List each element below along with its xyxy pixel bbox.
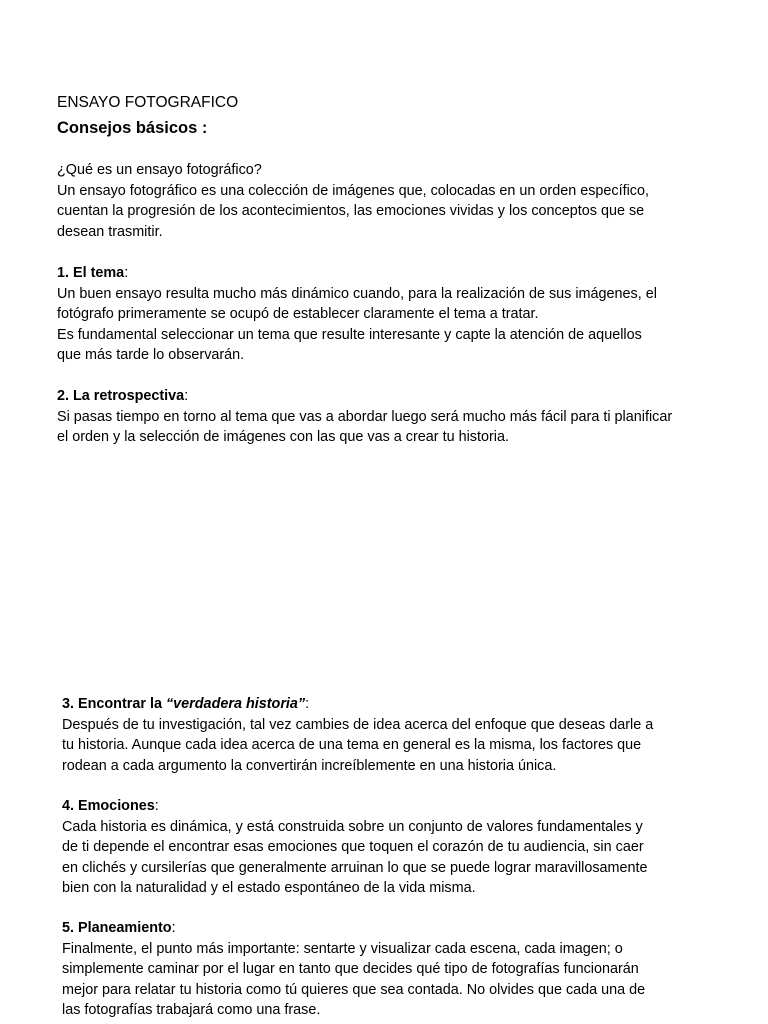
intro-block [57,160,649,242]
heading-text: 5. Planeamiento [62,920,172,936]
section-line: simplemente caminar por el lugar en tanto que decides qué tipo de fotografías funcionarán [62,961,639,978]
section-line: tu historia. Aunque cada idea acerca de una tema en general es la misma, los factores que [62,737,642,754]
section-line: fotógrafo primeramente se ocupó de establecer claramente el tema a tratar. [57,306,539,323]
definition-line: Un ensayo fotográfico es una colección de imágenes que, colocadas en un orden específico, [57,182,649,199]
heading-colon: : [171,920,176,936]
section-line: Un buen ensayo resulta mucho más dinámico cuando, para la realización de sus imágenes, el [57,285,657,302]
section-el-tema [57,263,657,366]
document-subtitle: Consejos básicos : [57,119,208,137]
section-verdadera-historia [62,694,653,776]
section-line: bien con la naturalidad y el estado espontáneo de la vida misma. [62,880,476,897]
section-line: Si pasas tiempo en torno al tema que vas a abordar luego será mucho más fácil para ti planificar [57,408,673,425]
section-heading [62,796,648,817]
section-line: Después de tu investigación, tal vez cambies de idea acerca del enfoque que deseas darle a [62,716,654,733]
heading-text: 1. El tema [57,265,125,281]
section-heading [62,918,645,939]
heading-colon: : [154,798,159,814]
section-heading [57,263,657,284]
heading-colon: : [305,696,310,712]
heading-emphasis: “verdadera historia” [165,696,306,712]
section-line: rodean a cada argumento la convertirán increíblemente en una historia única. [62,757,557,774]
section-heading [62,694,653,715]
section-planeamiento [62,918,645,1021]
section-line: Es fundamental seleccionar un tema que resulte interesante y capte la atención de aquellos [57,326,642,343]
heading-text: 2. La retrospectiva [57,388,185,404]
heading-text: 4. Emociones [62,798,155,814]
heading-colon: : [124,265,129,281]
section-line: el orden y la selección de imágenes con las que vas a crear tu historia. [57,429,509,446]
section-line: las fotografías trabajará como una frase. [62,1002,321,1019]
section-line: mejor para relatar tu historia como tú quieres que sea contada. No olvides que cada una de [62,981,646,998]
section-retrospectiva [57,386,672,448]
section-line: Finalmente, el punto más importante: sentarte y visualizar cada escena, cada imagen; o [62,940,623,957]
section-line: Cada historia es dinámica, y está construida sobre un conjunto de valores fundamentales y [62,818,643,835]
section-line: de ti depende el encontrar esas emociones que toquen el corazón de tu audiencia, sin caer [62,839,644,856]
intro-question: ¿Qué es un ensayo fotográfico? [57,162,262,178]
section-line: en clichés y cursilerías que generalmente arruinan lo que se puede lograr maravillosamente [62,859,648,876]
definition-line: cuentan la progresión de los acontecimientos, las emociones vividas y los conceptos que se [57,203,645,220]
section-heading [57,386,672,407]
section-line: que más tarde lo observarán. [57,347,245,364]
heading-colon: : [184,388,189,404]
heading-text: 3. Encontrar la [62,696,166,712]
definition-line: desean trasmitir. [57,223,163,240]
document-title: ENSAYO FOTOGRAFICO [57,94,239,111]
section-emociones [62,796,648,899]
